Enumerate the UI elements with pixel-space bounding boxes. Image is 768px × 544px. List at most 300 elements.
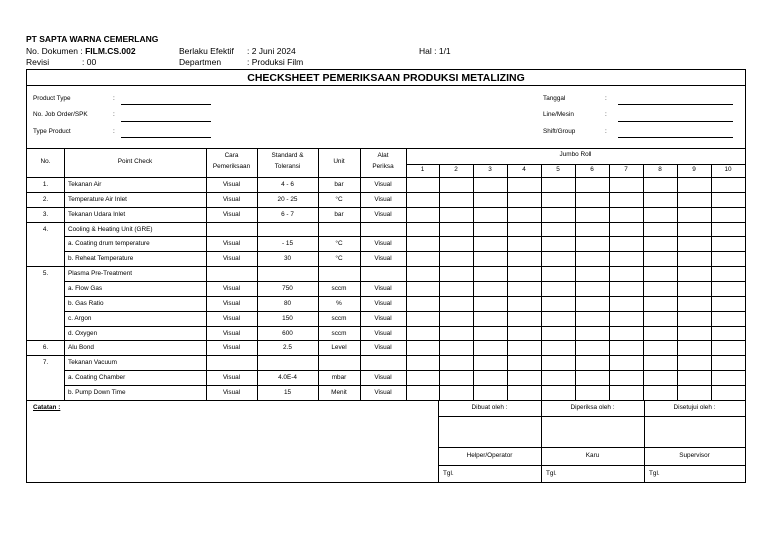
cell-point: a. Coating drum temperature (68, 240, 150, 248)
jumbo-input-cell[interactable] (711, 222, 745, 237)
jumbo-input-cell[interactable] (677, 207, 711, 222)
jumbo-input-cell[interactable] (406, 207, 439, 222)
jumbo-input-cell[interactable] (406, 236, 439, 251)
jumbo-input-cell[interactable] (609, 340, 643, 355)
jumbo-input-cell[interactable] (609, 296, 643, 311)
berlaku-value: : 2 Juni 2024 (247, 46, 296, 56)
jumbo-input-cell[interactable] (439, 251, 473, 266)
tanggal-colon: : (605, 95, 607, 102)
checksheet-form (26, 69, 746, 483)
cell-unit: sccm (331, 329, 347, 337)
cell-unit: sccm (331, 314, 347, 322)
jumbo-input-cell[interactable] (439, 192, 473, 207)
column-divider (257, 148, 258, 400)
jumbo-col-number: 7 (624, 166, 628, 173)
jumbo-input-cell[interactable] (677, 311, 711, 326)
signature-divider (438, 447, 745, 448)
jumbo-input-cell[interactable] (643, 236, 677, 251)
tgl-karu: Tgl. (546, 470, 557, 477)
jumbo-input-cell[interactable] (541, 281, 575, 296)
jumbo-input-cell[interactable] (473, 296, 507, 311)
cell-cara: Visual (222, 284, 241, 292)
jumbo-input-cell[interactable] (439, 326, 473, 341)
signature-column-divider (644, 400, 645, 483)
jumbo-input-cell[interactable] (406, 296, 439, 311)
header-cara-1: Cara (224, 152, 239, 159)
cell-alat: Visual (374, 195, 392, 203)
cell-no: 1. (42, 181, 49, 188)
jumbo-input-cell[interactable] (439, 266, 473, 281)
jumbo-input-cell[interactable] (643, 177, 677, 192)
column-divider (575, 164, 576, 400)
jumbo-input-cell[interactable] (677, 340, 711, 355)
jumbo-input-cell[interactable] (711, 296, 745, 311)
cell-point: Plasma Pre-Treatment (68, 270, 133, 278)
jumbo-input-cell[interactable] (711, 385, 745, 400)
shift-group-label: Shift/Group (543, 128, 576, 135)
jumbo-input-cell[interactable] (507, 296, 541, 311)
jumbo-input-cell[interactable] (677, 281, 711, 296)
jumbo-input-cell[interactable] (507, 281, 541, 296)
page-title: CHECKSHEET PEMERIKSAAN PRODUKSI METALIZING (247, 72, 525, 84)
cell-no: 4. (42, 225, 49, 233)
header-standard-2: Toleransi (274, 163, 301, 170)
cell-unit: bar (334, 210, 344, 218)
jumbo-input-cell[interactable] (406, 340, 439, 355)
jumbo-input-cell[interactable] (541, 251, 575, 266)
jumbo-input-cell[interactable] (473, 236, 507, 251)
job-order-label: No. Job Order/SPK (33, 111, 88, 118)
jumbo-input-cell[interactable] (643, 370, 677, 385)
cell-std: 80 (283, 299, 292, 307)
line-mesin-colon: : (605, 111, 607, 118)
product-type-field[interactable] (121, 104, 211, 105)
cell-alat: Visual (374, 344, 392, 352)
jumbo-input-cell[interactable] (439, 222, 473, 237)
jumbo-input-cell[interactable] (406, 192, 439, 207)
jumbo-input-cell[interactable] (711, 326, 745, 341)
jumbo-input-cell[interactable] (677, 236, 711, 251)
jumbo-input-cell[interactable] (406, 177, 439, 192)
jumbo-input-cell[interactable] (609, 266, 643, 281)
jumbo-input-cell[interactable] (406, 326, 439, 341)
jumbo-input-cell[interactable] (643, 385, 677, 400)
jumbo-input-cell[interactable] (711, 311, 745, 326)
cell-alat: Visual (374, 284, 392, 292)
departemen-label: Departmen (179, 57, 222, 67)
jumbo-input-cell[interactable] (609, 251, 643, 266)
jumbo-input-cell[interactable] (541, 296, 575, 311)
jumbo-input-cell[interactable] (406, 266, 439, 281)
jumbo-input-cell[interactable] (677, 326, 711, 341)
doc-number-label: No. Dokumen : (26, 46, 83, 56)
type-product-field[interactable] (121, 137, 211, 138)
cell-point: d. Oxygen (68, 329, 98, 337)
jumbo-input-cell[interactable] (473, 281, 507, 296)
jumbo-input-cell[interactable] (643, 296, 677, 311)
jumbo-input-cell[interactable] (541, 266, 575, 281)
header-unit: Unit (333, 158, 345, 165)
cell-std: 4 - 6 (281, 181, 294, 188)
jumbo-input-cell[interactable] (711, 340, 745, 355)
jumbo-input-cell[interactable] (643, 266, 677, 281)
cell-cara: Visual (222, 255, 241, 263)
jumbo-input-cell[interactable] (541, 385, 575, 400)
departemen-value: : Produksi Film (247, 57, 304, 67)
line-mesin-label: Line/Mesin (543, 111, 574, 118)
cell-unit: % (336, 299, 342, 307)
jumbo-input-cell[interactable] (643, 251, 677, 266)
signature-divider (438, 465, 745, 466)
cell-alat: Visual (374, 329, 392, 337)
jumbo-input-cell[interactable] (711, 370, 745, 385)
jumbo-col-number: 1 (420, 166, 425, 173)
cell-unit: sccm (331, 284, 347, 292)
jumbo-input-cell[interactable] (406, 355, 439, 370)
shift-group-field[interactable] (618, 137, 733, 138)
jumbo-input-cell[interactable] (711, 266, 745, 281)
doc-number-value: FILM.CS.002 (85, 46, 136, 56)
header-jumbo-roll: Jumbo Roll (559, 151, 592, 158)
jumbo-input-cell[interactable] (507, 326, 541, 341)
jumbo-input-cell[interactable] (575, 355, 609, 370)
cell-no: 7. (42, 359, 49, 367)
jumbo-input-cell[interactable] (575, 207, 609, 222)
cell-alat: Visual (374, 299, 392, 307)
jumbo-input-cell[interactable] (473, 177, 507, 192)
cell-std: - 15 (281, 240, 293, 248)
jumbo-input-cell[interactable] (711, 251, 745, 266)
cell-point: Cooling & Heating Unit (GRE) (68, 225, 153, 233)
cell-point: b. Reheat Temperature (68, 255, 134, 263)
cell-point: Tekanan Udara Inlet (68, 210, 126, 218)
column-divider (360, 148, 361, 400)
jumbo-input-cell[interactable] (473, 370, 507, 385)
column-divider (507, 164, 508, 400)
jumbo-input-cell[interactable] (575, 385, 609, 400)
cell-point: c. Argon (68, 314, 92, 322)
jumbo-input-cell[interactable] (575, 370, 609, 385)
header-cara-2: Pemeriksaan (212, 163, 251, 170)
jumbo-input-cell[interactable] (677, 266, 711, 281)
jumbo-input-cell[interactable] (541, 236, 575, 251)
cell-point: a. Flow Gas (68, 284, 103, 292)
jumbo-input-cell[interactable] (643, 281, 677, 296)
berlaku-label: Berlaku Efektif (179, 46, 234, 56)
jumbo-input-cell[interactable] (575, 281, 609, 296)
diperiksa-oleh-label: Diperiksa oleh : (570, 404, 615, 411)
cell-unit: °C (335, 240, 343, 248)
cell-alat: Visual (374, 314, 392, 322)
jumbo-input-cell[interactable] (677, 355, 711, 370)
row-divider (27, 222, 745, 223)
cell-cara: Visual (222, 388, 241, 396)
cell-alat: Visual (374, 374, 392, 382)
row-divider (27, 340, 745, 341)
cell-no: 5. (42, 270, 49, 278)
jumbo-input-cell[interactable] (677, 296, 711, 311)
cell-cara: Visual (222, 314, 241, 322)
jumbo-input-cell[interactable] (711, 177, 745, 192)
column-divider (439, 164, 440, 400)
jumbo-col-number: 4 (522, 166, 526, 173)
jumbo-input-cell[interactable] (609, 192, 643, 207)
cell-unit: mbar (331, 374, 347, 382)
jumbo-input-cell[interactable] (643, 355, 677, 370)
cell-cara: Visual (222, 181, 241, 188)
row-divider (27, 355, 745, 356)
jumbo-input-cell[interactable] (439, 370, 473, 385)
cell-alat: Visual (374, 240, 392, 248)
jumbo-input-cell[interactable] (507, 370, 541, 385)
jumbo-input-cell[interactable] (609, 207, 643, 222)
cell-cara: Visual (222, 299, 241, 307)
jumbo-input-cell[interactable] (541, 207, 575, 222)
jumbo-input-cell[interactable] (643, 340, 677, 355)
jumbo-input-cell[interactable] (609, 177, 643, 192)
jumbo-input-cell[interactable] (541, 222, 575, 237)
jumbo-input-cell[interactable] (507, 222, 541, 237)
jumbo-input-cell[interactable] (473, 266, 507, 281)
row-divider (27, 207, 745, 208)
jumbo-input-cell[interactable] (473, 192, 507, 207)
jumbo-input-cell[interactable] (609, 281, 643, 296)
jumbo-input-cell[interactable] (439, 236, 473, 251)
column-divider (406, 148, 407, 400)
jumbo-input-cell[interactable] (643, 222, 677, 237)
karu-label: Karu (585, 452, 600, 459)
cell-point: Alu Bond (68, 344, 94, 352)
cell-unit: Level (331, 344, 347, 352)
jumbo-input-cell[interactable] (507, 251, 541, 266)
jumbo-col-number: 6 (590, 166, 594, 173)
cell-std: 4.0E-4 (278, 374, 297, 382)
table-top-border (27, 148, 745, 149)
jumbo-input-cell[interactable] (575, 236, 609, 251)
cell-std: 20 - 25 (277, 195, 298, 203)
column-divider (64, 148, 65, 400)
jumbo-input-cell[interactable] (473, 385, 507, 400)
revisi-value: : 00 (82, 57, 97, 67)
jumbo-input-cell[interactable] (711, 192, 745, 207)
cell-std: 15 (283, 388, 292, 396)
jumbo-input-cell[interactable] (507, 192, 541, 207)
catatan-label: Catatan : (33, 404, 61, 411)
cell-unit: °C (335, 195, 343, 203)
jumbo-input-cell[interactable] (507, 177, 541, 192)
cell-point: Temperature Air Inlet (68, 195, 127, 203)
cell-alat: Visual (374, 388, 392, 396)
revisi-label: Revisi (26, 57, 50, 67)
jumbo-input-cell[interactable] (473, 340, 507, 355)
column-divider (206, 148, 207, 400)
jumbo-input-cell[interactable] (609, 370, 643, 385)
jumbo-input-cell[interactable] (473, 326, 507, 341)
cell-unit: bar (334, 181, 344, 188)
jumbo-input-cell[interactable] (541, 326, 575, 341)
tanggal-label: Tanggal (543, 95, 566, 102)
cell-cara: Visual (222, 240, 241, 248)
jumbo-input-cell[interactable] (473, 222, 507, 237)
jumbo-input-cell[interactable] (575, 192, 609, 207)
jumbo-input-cell[interactable] (677, 192, 711, 207)
cell-unit: Menit (331, 388, 347, 396)
jumbo-input-cell[interactable] (406, 251, 439, 266)
cell-alat: Visual (374, 210, 392, 218)
jumbo-input-cell[interactable] (507, 311, 541, 326)
jumbo-input-cell[interactable] (643, 311, 677, 326)
dibuat-oleh-label: Dibuat oleh : (471, 404, 508, 411)
product-type-colon: : (113, 95, 115, 102)
cell-std: 600 (282, 329, 293, 337)
column-divider (643, 164, 644, 400)
jumbo-input-cell[interactable] (406, 311, 439, 326)
jumbo-input-cell[interactable] (439, 281, 473, 296)
jumbo-input-cell[interactable] (541, 192, 575, 207)
header-alat-2: Periksa (372, 163, 394, 170)
jumbo-input-cell[interactable] (406, 281, 439, 296)
title-divider (27, 85, 745, 86)
jumbo-input-cell[interactable] (575, 311, 609, 326)
cell-alat: Visual (374, 181, 392, 188)
jumbo-input-cell[interactable] (473, 251, 507, 266)
jumbo-input-cell[interactable] (677, 177, 711, 192)
column-divider (711, 164, 712, 400)
jumbo-input-cell[interactable] (575, 177, 609, 192)
jumbo-input-cell[interactable] (541, 355, 575, 370)
jumbo-col-number: 5 (556, 166, 560, 173)
signature-column-divider (438, 400, 439, 483)
cell-unit: °C (335, 255, 343, 263)
header-no: No. (40, 158, 51, 165)
jumbo-input-cell[interactable] (609, 385, 643, 400)
jumbo-col-number: 10 (724, 166, 732, 173)
column-divider (609, 164, 610, 400)
cell-point: b. Pump Down Time (68, 388, 126, 396)
cell-no: 2. (42, 195, 49, 203)
jumbo-input-cell[interactable] (406, 222, 439, 237)
jumbo-input-cell[interactable] (677, 222, 711, 237)
jumbo-input-cell[interactable] (677, 370, 711, 385)
company-name: PT SAPTA WARNA CEMERLANG (26, 34, 159, 44)
type-product-label: Type Product (33, 128, 71, 135)
header-alat-1: Alat (377, 152, 389, 159)
jumbo-input-cell[interactable] (575, 296, 609, 311)
jumbo-input-cell[interactable] (575, 222, 609, 237)
jumbo-col-number: 2 (454, 166, 458, 173)
jumbo-input-cell[interactable] (609, 222, 643, 237)
jumbo-input-cell[interactable] (677, 251, 711, 266)
tanggal-field[interactable] (618, 104, 733, 105)
jumbo-input-cell[interactable] (643, 326, 677, 341)
jumbo-input-cell[interactable] (439, 296, 473, 311)
jumbo-input-cell[interactable] (677, 385, 711, 400)
jumbo-input-cell[interactable] (439, 355, 473, 370)
jumbo-input-cell[interactable] (507, 266, 541, 281)
jumbo-input-cell[interactable] (507, 207, 541, 222)
cell-no: 3. (42, 210, 49, 218)
jumbo-input-cell[interactable] (439, 207, 473, 222)
jumbo-input-cell[interactable] (439, 385, 473, 400)
jumbo-input-cell[interactable] (406, 370, 439, 385)
cell-point: Tekanan Air (68, 181, 102, 188)
page-indicator: Hal : 1/1 (419, 46, 451, 56)
signature-divider (438, 416, 745, 417)
column-divider (473, 164, 474, 400)
jumbo-input-cell[interactable] (507, 340, 541, 355)
cell-alat: Visual (374, 255, 392, 263)
jumbo-input-cell[interactable] (473, 355, 507, 370)
jumbo-input-cell[interactable] (609, 236, 643, 251)
job-order-field[interactable] (121, 121, 211, 122)
jumbo-input-cell[interactable] (473, 311, 507, 326)
header-point-check: Point Check (117, 158, 153, 165)
cell-std: 750 (282, 284, 293, 292)
column-divider (677, 164, 678, 400)
cell-no: 6. (42, 344, 49, 352)
jumbo-input-cell[interactable] (575, 326, 609, 341)
tgl-helper: Tgl. (443, 470, 454, 477)
row-divider (27, 266, 745, 267)
header-standard-1: Standard & (271, 152, 304, 159)
jumbo-input-cell[interactable] (643, 192, 677, 207)
cell-cara: Visual (222, 329, 241, 337)
jumbo-input-cell[interactable] (541, 370, 575, 385)
footer-top-border (27, 400, 745, 401)
jumbo-input-cell[interactable] (473, 207, 507, 222)
cell-point: a. Coating Chamber (68, 374, 126, 382)
jumbo-input-cell[interactable] (575, 266, 609, 281)
jumbo-input-cell[interactable] (439, 311, 473, 326)
line-mesin-field[interactable] (618, 121, 733, 122)
column-divider (318, 148, 319, 400)
cell-std: 30 (283, 255, 292, 263)
helper-operator-label: Helper/Operator (466, 452, 513, 459)
jumbo-input-cell[interactable] (507, 236, 541, 251)
cell-cara: Visual (222, 210, 241, 218)
jumbo-input-cell[interactable] (507, 385, 541, 400)
jumbo-input-cell[interactable] (541, 340, 575, 355)
job-order-colon: : (113, 111, 115, 118)
jumbo-input-cell[interactable] (711, 236, 745, 251)
jumbo-input-cell[interactable] (711, 281, 745, 296)
jumbo-input-cell[interactable] (439, 340, 473, 355)
jumbo-input-cell[interactable] (609, 326, 643, 341)
jumbo-input-cell[interactable] (541, 177, 575, 192)
type-product-colon: : (113, 128, 115, 135)
jumbo-input-cell[interactable] (575, 251, 609, 266)
jumbo-input-cell[interactable] (643, 207, 677, 222)
supervisor-label: Supervisor (679, 452, 710, 459)
cell-cara: Visual (222, 344, 241, 352)
jumbo-input-cell[interactable] (507, 355, 541, 370)
tgl-supervisor: Tgl. (649, 470, 660, 477)
jumbo-input-cell[interactable] (575, 340, 609, 355)
jumbo-input-cell[interactable] (609, 355, 643, 370)
jumbo-input-cell[interactable] (609, 311, 643, 326)
jumbo-input-cell[interactable] (406, 385, 439, 400)
cell-cara: Visual (222, 374, 241, 382)
jumbo-input-cell[interactable] (711, 207, 745, 222)
jumbo-col-number: 3 (488, 166, 492, 173)
cell-point: Tekanan Vacuum (68, 359, 117, 367)
cell-std: 6 - 7 (281, 210, 294, 218)
jumbo-input-cell[interactable] (541, 311, 575, 326)
column-divider (541, 164, 542, 400)
jumbo-input-cell[interactable] (439, 177, 473, 192)
disetujui-oleh-label: Disetujui oleh : (673, 404, 716, 411)
jumbo-input-cell[interactable] (711, 355, 745, 370)
